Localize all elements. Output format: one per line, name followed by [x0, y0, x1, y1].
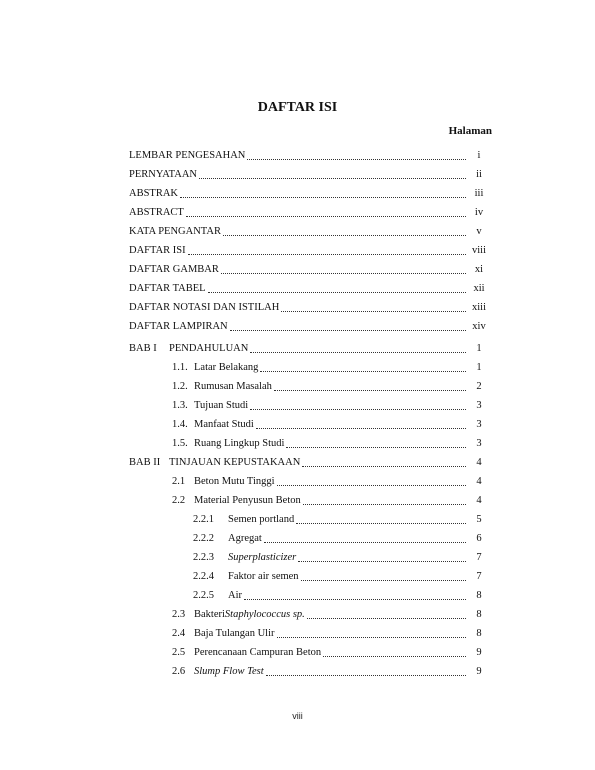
toc-entry-page: 4: [476, 457, 482, 468]
toc-entry-label: Faktor air semen: [228, 571, 299, 582]
toc-entry: [193, 588, 488, 602]
toc-leader-dots: [323, 655, 466, 657]
toc-entry: [172, 626, 488, 640]
toc-entry: [129, 167, 488, 181]
toc-leader-dots: [221, 272, 466, 274]
toc-entry-number: 2.2.5: [193, 590, 214, 601]
toc-leader-dots: [277, 636, 467, 638]
toc-entry-page: 6: [476, 533, 482, 544]
toc-entry: [172, 664, 488, 678]
toc-entry-number: 1.3.: [172, 400, 188, 411]
toc-entry: [193, 550, 488, 564]
toc-entry-number: BAB II: [129, 457, 161, 468]
toc-entry-page: 7: [476, 552, 482, 563]
toc-entry-number: 1.5.: [172, 438, 188, 449]
toc-entry: [172, 436, 488, 450]
toc-entry: [193, 512, 488, 526]
toc-entry-label: PERNYATAAN: [129, 169, 197, 180]
toc-entry: [172, 493, 488, 507]
toc-entry-label: Superplasticizer: [228, 552, 297, 563]
toc-leader-dots: [260, 370, 466, 372]
toc-entry-label: Tujuan Studi: [194, 400, 249, 411]
toc-entry-label: DAFTAR LAMPIRAN: [129, 321, 228, 332]
toc-entry: [129, 455, 488, 469]
toc-entry-label: Slump Flow Test: [194, 666, 264, 677]
toc-entry-label: TINJAUAN KEPUSTAKAAN: [169, 457, 301, 468]
toc-leader-dots: [298, 560, 466, 562]
toc-leader-dots: [303, 503, 466, 505]
toc-leader-dots: [277, 484, 466, 486]
toc-leader-dots: [188, 253, 466, 255]
toc-entry-number: 2.5: [172, 647, 186, 658]
toc-entry: [129, 281, 488, 295]
toc-entry-label: Perencanaan Campuran Beton: [194, 647, 322, 658]
toc-entry-page: 9: [476, 666, 482, 677]
toc-entry-number: 2.2.2: [193, 533, 214, 544]
toc-entry: [129, 341, 488, 355]
toc-leader-dots: [180, 196, 466, 198]
toc-entry-page: 7: [476, 571, 482, 582]
toc-entry-number: 2.6: [172, 666, 186, 677]
toc-entry-label: LEMBAR PENGESAHAN: [129, 150, 246, 161]
toc-entry-label: DAFTAR NOTASI DAN ISTILAH: [129, 302, 280, 313]
toc-entry-label: Agregat: [228, 533, 262, 544]
toc-entry-label: Manfaat Studi: [194, 419, 254, 430]
toc-entry: [129, 262, 488, 276]
toc-entry: [172, 398, 488, 412]
toc-entry-number: BAB I: [129, 343, 157, 354]
toc-entry-page: xiv: [472, 321, 486, 332]
toc-entry-page: 4: [476, 495, 482, 506]
toc-entry-page: 1: [476, 362, 482, 373]
toc-entry-page: v: [476, 226, 482, 237]
toc-entry-page: 9: [476, 647, 482, 658]
toc-entry-page: viii: [471, 245, 486, 256]
toc-entry-label: Semen portland: [228, 514, 295, 525]
toc-leader-dots: [296, 522, 466, 524]
toc-entry-page: xiii: [471, 302, 486, 313]
toc-leader-dots: [250, 408, 466, 410]
toc-entry: [129, 300, 488, 314]
toc-leader-dots: [208, 291, 466, 293]
toc-entry-label: Air: [228, 590, 242, 601]
toc-leader-dots: [264, 541, 466, 543]
toc-entry-page: 1: [476, 343, 482, 354]
toc-entry-page: 3: [476, 400, 482, 411]
page-number-footer: viii: [292, 711, 303, 721]
toc-leader-dots: [256, 427, 466, 429]
toc-entry-page: xi: [474, 264, 484, 275]
toc-entry-number: 2.4: [172, 628, 186, 639]
toc-entry-page: i: [477, 150, 481, 161]
toc-entry-page: iii: [474, 188, 484, 199]
toc-entry: [172, 645, 488, 659]
toc-entry-label: DAFTAR TABEL: [129, 283, 206, 294]
toc-entry-label: Rumusan Masalah: [194, 381, 272, 392]
toc-entry-number: 1.1.: [172, 362, 188, 373]
toc-leader-dots: [247, 158, 466, 160]
toc-entry-label: ABSTRAK: [129, 188, 179, 199]
toc-leader-dots: [301, 579, 466, 581]
toc-entry-label-italic: Staphylococcus sp.: [224, 609, 305, 620]
page-title: DAFTAR ISI: [257, 100, 338, 115]
toc-leader-dots: [274, 389, 466, 391]
toc-entry-page: 8: [476, 609, 482, 620]
toc-entry-page: 8: [476, 628, 482, 639]
toc-entry-number: 2.2.4: [193, 571, 214, 582]
toc-entry-number: 2.3: [172, 609, 186, 620]
toc-entry: [193, 569, 488, 583]
toc-leader-dots: [281, 310, 466, 312]
toc-entry: [193, 531, 488, 545]
toc-entry: [129, 319, 488, 333]
toc-entry: [172, 417, 488, 431]
toc-leader-dots: [186, 215, 466, 217]
toc-entry: [172, 607, 488, 621]
toc-entry-label: PENDAHULUAN: [169, 343, 249, 354]
toc-leader-dots: [302, 465, 466, 467]
halaman-header: Halaman: [448, 125, 492, 137]
toc-entry: [172, 360, 488, 374]
toc-entry: [172, 379, 488, 393]
toc-entry-label: Beton Mutu Tinggi: [194, 476, 275, 487]
toc-entry-number: 2.2.3: [193, 552, 214, 563]
toc-entry-page: 3: [476, 438, 482, 449]
toc-entry: [129, 148, 488, 162]
toc-entry-number: 1.4.: [172, 419, 188, 430]
toc-entry-page: 3: [476, 419, 482, 430]
toc-entry-page: ii: [476, 169, 482, 180]
toc-entry: [129, 224, 488, 238]
toc-leader-dots: [199, 177, 466, 179]
toc-entry-label: DAFTAR GAMBAR: [129, 264, 219, 275]
toc-entry-page: 5: [476, 514, 482, 525]
toc-entry-number: 2.2.1: [193, 514, 214, 525]
toc-entry: [129, 205, 488, 219]
toc-entry-label: Material Penyusun Beton: [194, 495, 301, 506]
toc-entry-page: iv: [474, 207, 484, 218]
toc-entry: [129, 186, 488, 200]
toc-entry-label: Baja Tulangan Ulir: [194, 628, 275, 639]
toc-entry-label: ABSTRACT: [129, 207, 184, 218]
toc-entry-page: 2: [476, 381, 482, 392]
toc-leader-dots: [244, 598, 466, 600]
toc-entry-label: KATA PENGANTAR: [129, 226, 221, 237]
toc-entry-label: Ruang Lingkup Studi: [194, 438, 285, 449]
toc-entry: [129, 243, 488, 257]
toc-entry-number: 1.2.: [172, 381, 188, 392]
toc-leader-dots: [230, 329, 466, 331]
toc-entry-number: 2.2: [172, 495, 186, 506]
toc-leader-dots: [307, 617, 466, 619]
toc-leader-dots: [286, 446, 466, 448]
toc-leader-dots: [266, 674, 466, 676]
toc-entry-label: Bakteri: [194, 609, 225, 620]
toc-entry-page: xii: [473, 283, 485, 294]
toc-entry: [172, 474, 488, 488]
toc-leader-dots: [250, 351, 466, 353]
toc-entry-number: 2.1: [172, 476, 186, 487]
toc-leader-dots: [223, 234, 466, 236]
toc-entry-page: 4: [476, 476, 482, 487]
toc-entry-label: Latar Belakang: [194, 362, 259, 373]
toc-entry-page: 8: [476, 590, 482, 601]
toc-entry-label: DAFTAR ISI: [129, 245, 186, 256]
